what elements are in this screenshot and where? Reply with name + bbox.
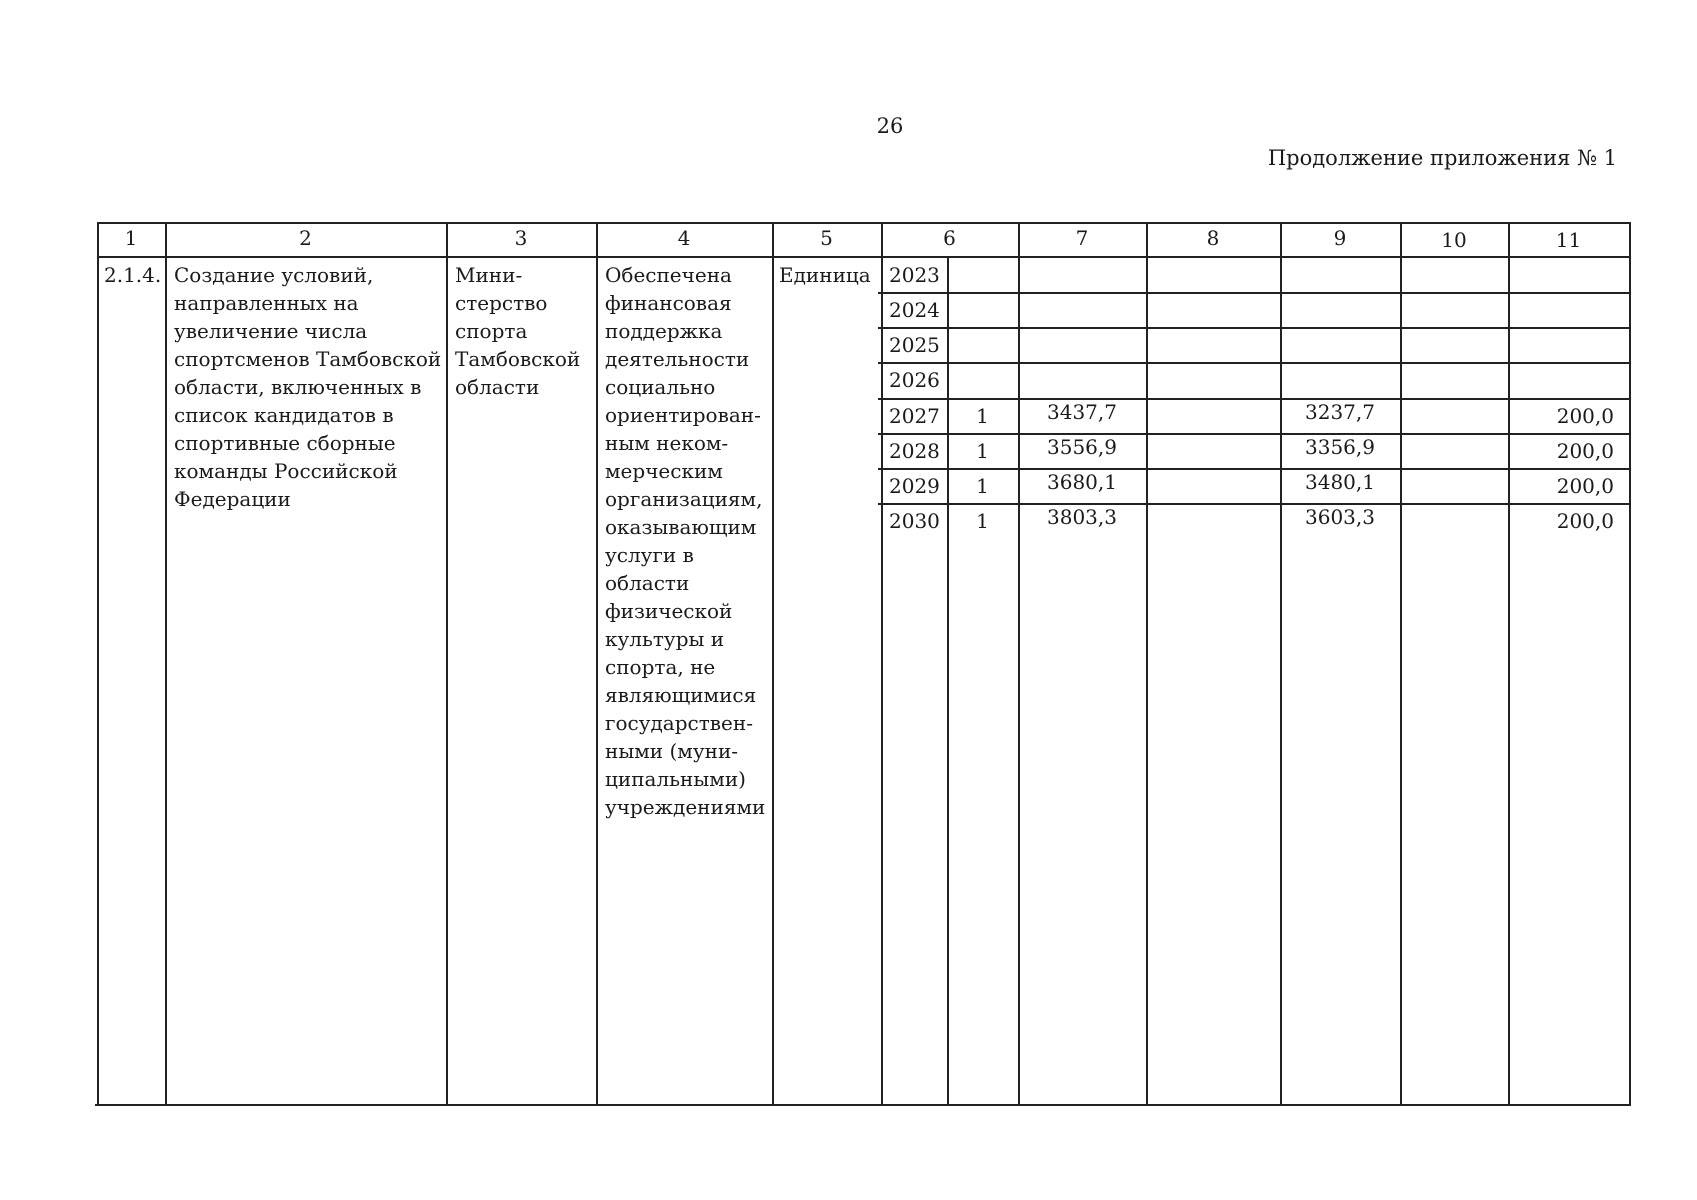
indicator-value: 1 <box>976 439 989 463</box>
result-line: оказывающим <box>605 515 757 539</box>
year-cell: 2030 <box>889 509 940 533</box>
result-line: ными (муни- <box>605 739 739 763</box>
year-row-divider <box>878 433 1631 435</box>
column-divider <box>1146 222 1148 1105</box>
table-right-border <box>1629 222 1631 1105</box>
column-divider <box>1280 222 1282 1105</box>
year-cell: 2024 <box>889 298 940 322</box>
column-divider <box>165 222 167 1105</box>
total-funding: 3680,1 <box>1047 470 1117 494</box>
row-number: 2.1.4. <box>104 263 162 287</box>
column-divider <box>881 222 883 1105</box>
total-funding: 3556,9 <box>1047 435 1117 459</box>
page-number: 26 <box>876 114 904 138</box>
year-row-divider <box>878 292 1631 294</box>
indicator-value: 1 <box>976 474 989 498</box>
result-line: учреждениями <box>605 795 766 819</box>
extra-budget-funding: 200,0 <box>1556 474 1614 498</box>
extra-budget-funding: 200,0 <box>1556 404 1614 428</box>
year-row-divider <box>878 468 1631 470</box>
col-header-8: 8 <box>1206 226 1220 250</box>
year-cell: 2025 <box>889 333 940 357</box>
result-line: физической <box>605 599 733 623</box>
regional-budget-funding: 3603,3 <box>1305 505 1375 529</box>
result-line: финансовая <box>605 291 732 315</box>
event-line: команды Российской <box>174 459 398 483</box>
result-line: спорта, не <box>605 655 716 679</box>
executor-line: Тамбовской <box>455 347 581 371</box>
event-line: направленных на <box>174 291 359 315</box>
extra-budget-funding: 200,0 <box>1556 509 1614 533</box>
event-line: Федерации <box>174 487 291 511</box>
event-line: Создание условий, <box>174 263 374 287</box>
year-cell: 2027 <box>889 404 940 428</box>
executor-line: области <box>455 375 540 399</box>
regional-budget-funding: 3356,9 <box>1305 435 1375 459</box>
col-header-11: 11 <box>1555 228 1582 252</box>
column-divider <box>446 222 448 1105</box>
result-line: поддержка <box>605 319 723 343</box>
result-line: ным неком- <box>605 431 729 455</box>
executor-line: спорта <box>455 319 528 343</box>
indicator-value: 1 <box>976 509 989 533</box>
indicator-value: 1 <box>976 404 989 428</box>
result-line: ориентирован- <box>605 403 761 427</box>
year-cell: 2029 <box>889 474 940 498</box>
result-line: области <box>605 571 690 595</box>
year-cell: 2028 <box>889 439 940 463</box>
event-line: список кандидатов в <box>174 403 394 427</box>
column-divider <box>596 222 598 1105</box>
year-cell: 2023 <box>889 263 940 287</box>
year-row-divider <box>878 327 1631 329</box>
col-header-9: 9 <box>1333 226 1347 250</box>
column-divider <box>772 222 774 1105</box>
result-line: деятельности <box>605 347 750 371</box>
result-line: организациям, <box>605 487 763 511</box>
event-line: области, включенных в <box>174 375 422 399</box>
year-row-divider <box>878 503 1631 505</box>
result-line: являющимися <box>605 683 757 707</box>
event-line: увеличение числа <box>174 319 368 343</box>
column-divider <box>1400 222 1402 1105</box>
event-line: спортивные сборные <box>174 431 396 455</box>
col-header-10: 10 <box>1441 228 1467 252</box>
col-header-1: 1 <box>124 226 138 250</box>
regional-budget-funding: 3237,7 <box>1305 400 1375 424</box>
result-line: услуги в <box>605 543 694 567</box>
unit-of-measure: Единица <box>779 263 871 287</box>
column-divider <box>947 256 949 1105</box>
col-header-2: 2 <box>299 226 312 250</box>
year-row-divider <box>878 398 1631 400</box>
total-funding: 3437,7 <box>1047 400 1117 424</box>
total-funding: 3803,3 <box>1047 505 1117 529</box>
column-divider <box>1018 222 1020 1105</box>
executor-line: стерство <box>455 291 548 315</box>
table-left-border <box>97 222 99 1105</box>
col-header-5: 5 <box>820 226 833 250</box>
result-line: государствен- <box>605 711 753 735</box>
appendix-continuation-note: Продолжение приложения № 1 <box>1267 146 1617 170</box>
result-line: социально <box>605 375 716 399</box>
col-header-3: 3 <box>514 226 528 250</box>
column-divider <box>1508 222 1510 1105</box>
col-header-6: 6 <box>943 226 956 250</box>
regional-budget-funding: 3480,1 <box>1305 470 1375 494</box>
result-line: мерческим <box>605 459 723 483</box>
year-row-divider <box>878 362 1631 364</box>
year-cell: 2026 <box>889 368 940 392</box>
executor-line: Мини- <box>455 263 523 287</box>
result-line: Обеспечена <box>605 263 732 287</box>
result-line: культуры и <box>605 627 725 651</box>
col-header-7: 7 <box>1075 226 1089 250</box>
event-line: спортсменов Тамбовской <box>174 347 442 371</box>
result-line: ципальными) <box>605 767 746 791</box>
col-header-4: 4 <box>677 226 691 250</box>
extra-budget-funding: 200,0 <box>1556 439 1614 463</box>
